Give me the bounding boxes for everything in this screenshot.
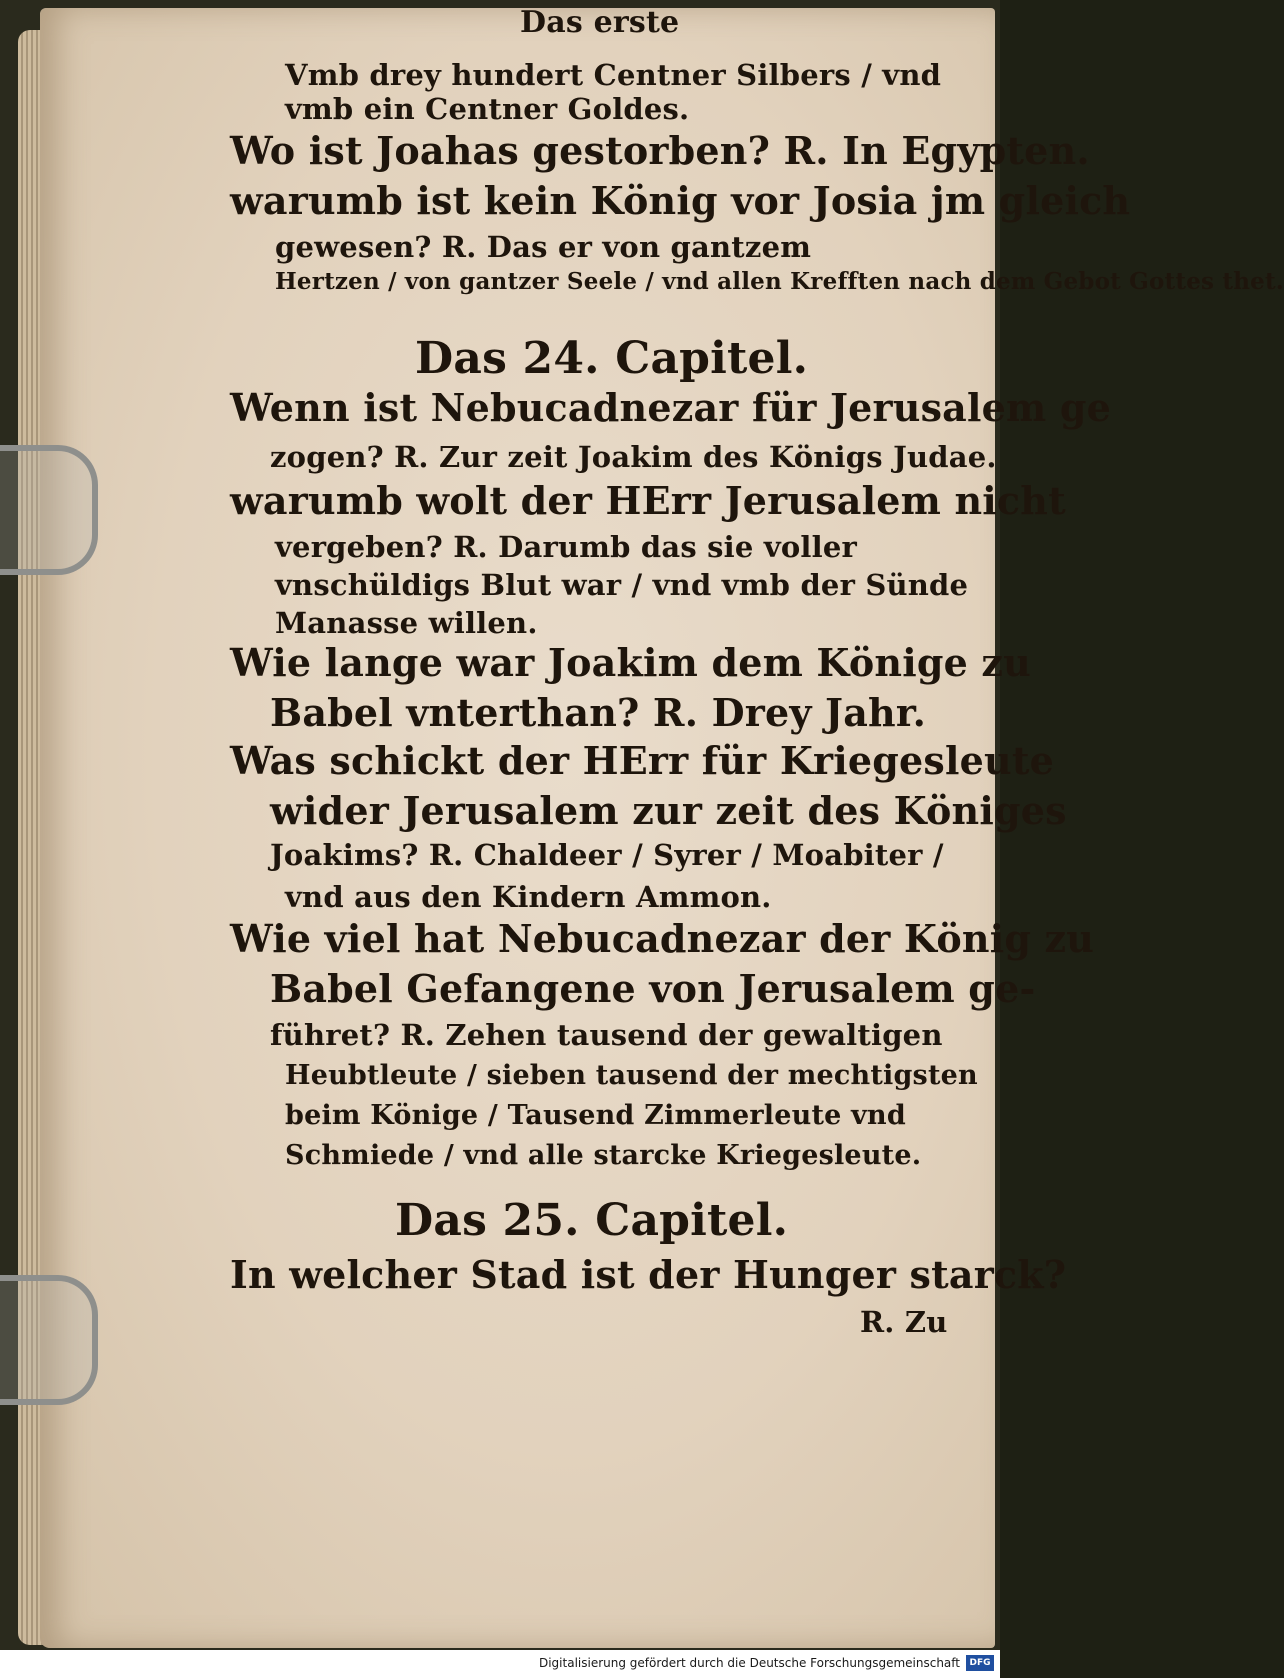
text-line: Schmiede / vnd alle starcke Kriegesleute. [285,1140,922,1171]
dfg-logo: DFG [966,1655,994,1671]
question-line: Wo ist Joahas gestorben? R. In Egypten. [230,128,1090,173]
question-line: In welcher Stad ist der Hunger starck? [230,1252,1067,1297]
text-line: vnd aus den Kindern Ammon. [285,880,772,914]
catchword: R. Zu [860,1305,948,1339]
question-line: wider Jerusalem zur zeit des Königes [270,788,1067,833]
question-line: warumb ist kein König vor Josia jm gleich [230,178,1131,223]
text-line: beim Könige / Tausend Zimmerleute vnd [285,1100,906,1131]
text-line: Heubtleute / sieben tausend der mechtigsten [285,1060,978,1091]
question-line: Wie viel hat Nebucadnezar der König zu [230,916,1095,961]
question-line: Wie lange war Joakim dem Könige zu [230,640,1032,685]
question-line: Babel Gefangene von Jerusalem ge- [270,966,1036,1011]
question-line: Babel vnterthan? R. Drey Jahr. [270,690,927,735]
question-line: Was schickt der HErr für Kriegesleute [230,738,1054,783]
funding-credit: Digitalisierung gefördert durch die Deutsche Forschungsgemeinschaft [538,1656,960,1670]
text-line: zogen? R. Zur zeit Joakim des Königs Judae. [270,440,997,474]
question-line: warumb wolt der HErr Jerusalem nicht [230,478,1066,523]
chapter-heading: Das 24. Capitel. [415,333,809,384]
running-head: Das erste [520,5,680,40]
text-line: vergeben? R. Darumb das sie voller [275,530,857,564]
text-line: vmb ein Centner Goldes. [285,92,690,126]
text-line: gewesen? R. Das er von gantzem [275,230,812,264]
text-line: Joakims? R. Chaldeer / Syrer / Moabiter / [270,838,944,872]
footer-bar [0,1650,1000,1678]
text-line: führet? R. Zehen tausend der gewaltigen [270,1018,943,1052]
text-line: vnschüldigs Blut war / vnd vmb der Sünde [275,568,969,602]
page-clip-bottom [0,1275,98,1405]
question-line: Wenn ist Nebucadnezar für Jerusalem ge [230,385,1111,430]
text-line: Vmb drey hundert Centner Silbers / vnd [285,58,942,92]
chapter-heading: Das 25. Capitel. [395,1195,789,1246]
text-line: Hertzen / von gantzer Seele / vnd allen Krefften nach dem Gebot Gottes thet. [275,268,1284,295]
text-line: Manasse willen. [275,606,538,640]
page-clip-top [0,445,98,575]
